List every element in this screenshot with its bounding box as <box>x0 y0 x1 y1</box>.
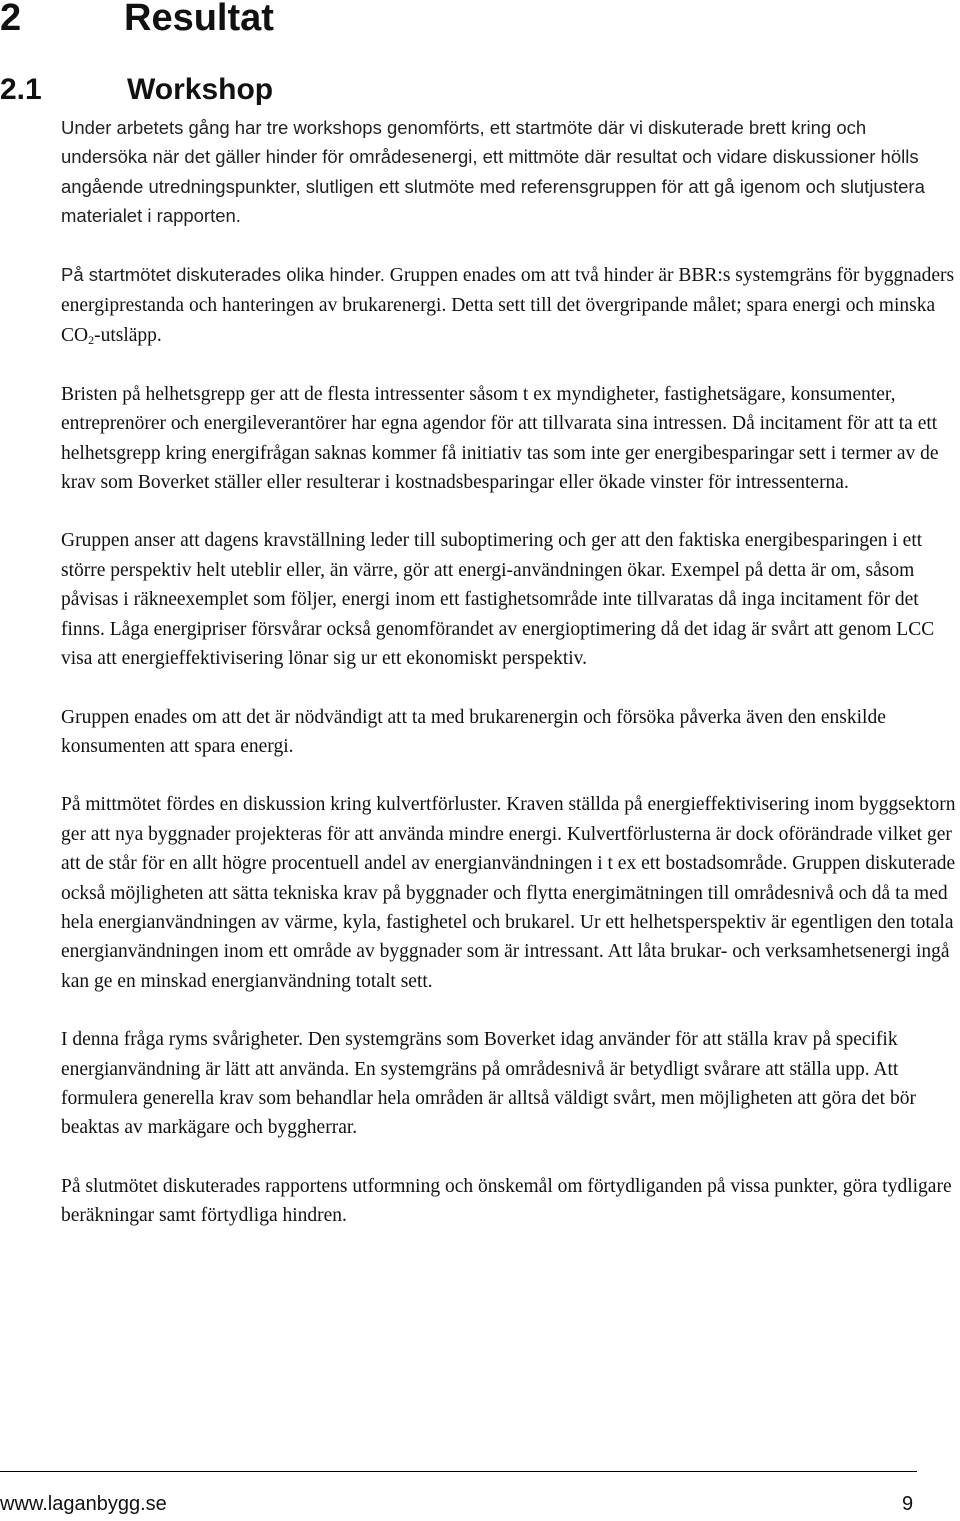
paragraph-mittmote: På mittmötet fördes en diskussion kring kulvertförluster. Kraven ställda på energieffektivisering inom byggsektorn ger att nya byggnader projekteras för att använda mindre energi. Kulvertförlusterna är dock oförändrade vilket ger att de står för en allt högre procentuell andel av energianvändningen i t ex ett bostadsområde. Gruppen diskuterade också möjligheten att sätta tekniska krav på byggnader och flytta energimätningen till områdesnivå och då ta med hela energianvändningen av värme, kyla, fastighetel och brukarel. Ur ett helhetsperspektiv är egentligen den totala energianvändningen inom ett område av byggnader som är intressant. Att låta brukar- och verksamhetsenergi ingå kan ge en minskad energianvändning totalt sett. <box>61 794 956 992</box>
paragraph-startmote <box>61 260 956 351</box>
footer-website: www.laganbygg.se <box>0 1493 167 1515</box>
footer-divider <box>0 1471 917 1472</box>
co2-subscript: 2 <box>88 333 95 348</box>
paragraph-helhetsgrepp: Bristen på helhetsgrepp ger att de flesta intressenter såsom t ex myndigheter, fastighetsägare, konsumenter, entreprenörer och energileverantörer har egna agendor för att tillvarata sina intressen. Då incitament för att ta ett helhetsgrepp kring energifrågan saknas kommer få initiativ tas som inte ger energibesparingar sett i termer av de krav som Boverket ställer eller resulterar i kostnadsbesparingar eller ökade vinster för intressenterna. <box>61 383 939 494</box>
paragraph-slutmote: På slutmötet diskuterades rapportens utformning och önskemål om förtydliganden på vissa punkter, göra tydligare beräkningar samt förtydliga hindren. <box>61 1175 952 1227</box>
paragraph-intro: Under arbetets gång har tre workshops genomförts, ett startmöte där vi diskuterade brett kring och undersöka när det gäller hinder för områdesenergi, ett mittmöte där resultat och vidare diskussioner hölls angående utredningspunkter, slutligen ett slutmöte med referensgruppen för att gå igenom och slutjustera materialet i rapporten. <box>61 117 925 227</box>
section-title: Resultat <box>124 0 274 39</box>
subsection-title: Workshop <box>127 73 274 106</box>
paragraph-kravstallning: Gruppen anser att dagens kravställning leder till suboptimering och ger att den faktiska energibesparingen i ett större perspektiv helt uteblir eller, än värre, gör att energi-användningen ökar. Exempel på detta är om, såsom påvisas i räkneexemplet som följer, energi inom ett fastighetsområde inte tillvaratas då inga incitament för det finns. Låga energipriser försvårar också genomförandet av energioptimering då det idag är svårt att genom LCC visa att energieffektivisering lönar sig ur ett ekonomiskt perspektiv. <box>61 530 935 670</box>
paragraph-startmote-lead: På startmötet diskuterades olika hinder. <box>61 263 385 285</box>
section-heading <box>0 0 274 42</box>
section-number: 2 <box>0 0 22 39</box>
paragraph-startmote-end: -utsläpp. <box>94 325 162 347</box>
paragraph-startmote-text: Gruppen enades om att två hinder är BBR:s systemgräns för byggnaders energiprestanda och hanteringen av brukarenergi. Detta sett till det övergripande målet; spara energi och minska CO <box>61 264 955 347</box>
paragraph-svarigheter: I denna fråga ryms svårigheter. Den systemgräns som Boverket idag använder för att ställa krav på specifik energianvändning är lätt att använda. En systemgräns på områdesnivå är betydligt svårare att ställa upp. Att formulera generella krav som behandlar hela områden är alltså väldigt svårt, men möjligheten att göra det bör beaktas av markägare och byggherrar. <box>61 1029 916 1139</box>
subsection-heading <box>0 70 273 110</box>
paragraph-brukarenergi: Gruppen enades om att det är nödvändigt att ta med brukarenergin och försöka påverka även den enskilde konsumenten att spara energi. <box>61 706 886 757</box>
body-text <box>61 113 956 1260</box>
subsection-number: 2.1 <box>0 73 42 106</box>
footer-page-number: 9 <box>902 1493 914 1515</box>
